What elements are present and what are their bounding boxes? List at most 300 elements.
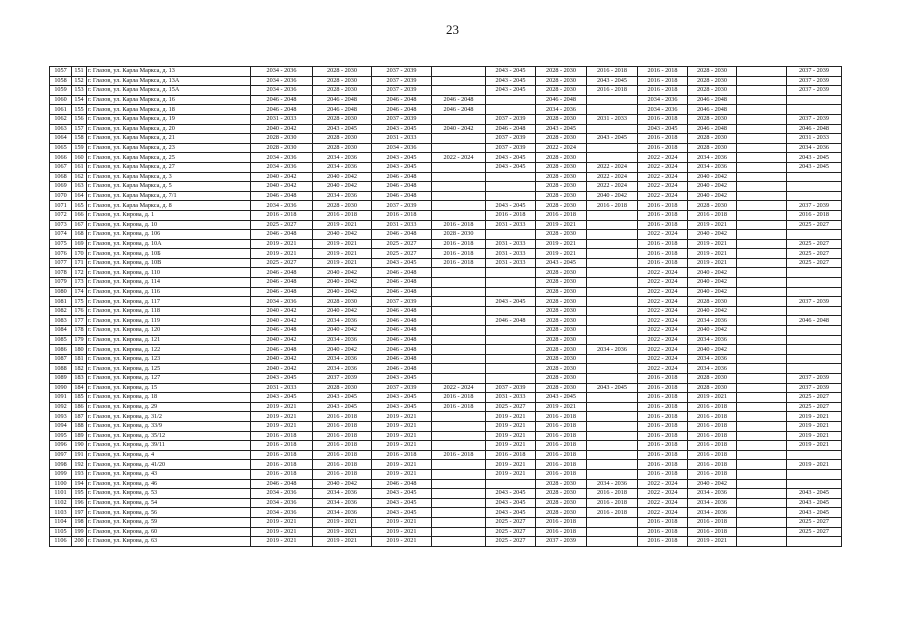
- table-cell: 2034 - 2036: [313, 364, 372, 374]
- table-cell: 2019 - 2021: [486, 412, 536, 422]
- table-cell: 180: [72, 345, 87, 355]
- table-cell: 1098: [50, 460, 72, 470]
- table-cell: 2028 - 2030: [536, 86, 587, 96]
- table-cell: 1068: [50, 172, 72, 182]
- table-row: [50, 86, 842, 96]
- table-cell: 2016 - 2018: [638, 76, 688, 86]
- table-cell: 199: [72, 527, 87, 537]
- table-cell: 1074: [50, 230, 72, 240]
- table-row: [50, 182, 842, 192]
- table-cell: 2037 - 2039: [313, 374, 372, 384]
- table-cell: [737, 67, 787, 77]
- table-cell: 2016 - 2018: [638, 431, 688, 441]
- table-cell: [587, 268, 638, 278]
- table-cell: 2016 - 2018: [638, 210, 688, 220]
- table-cell: 2016 - 2018: [587, 508, 638, 518]
- table-cell: 2016 - 2018: [536, 527, 587, 537]
- table-cell: 2040 - 2042: [251, 335, 313, 345]
- table-cell: [432, 316, 486, 326]
- table-cell: 2022 - 2024: [638, 162, 688, 172]
- table-cell: 2046 - 2048: [251, 268, 313, 278]
- table-cell: 1072: [50, 210, 72, 220]
- table-cell: 2028 - 2030: [313, 67, 372, 77]
- table-cell: [737, 230, 787, 240]
- table-cell: [737, 258, 787, 268]
- table-cell: 2016 - 2018: [638, 239, 688, 249]
- table-cell: 169: [72, 239, 87, 249]
- table-cell: 1102: [50, 498, 72, 508]
- table-cell: [587, 95, 638, 105]
- table-cell: 2040 - 2042: [313, 268, 372, 278]
- table-cell: [486, 278, 536, 288]
- table-cell: 2016 - 2018: [638, 393, 688, 403]
- table-row: [50, 489, 842, 499]
- table-cell: [737, 287, 787, 297]
- table-cell: 1077: [50, 258, 72, 268]
- table-cell: 2016 - 2018: [536, 517, 587, 527]
- table-cell: 2040 - 2042: [251, 364, 313, 374]
- table-cell: 2043 - 2045: [486, 498, 536, 508]
- table-cell: 187: [72, 412, 87, 422]
- table-cell: [587, 258, 638, 268]
- table-cell: 2019 - 2021: [372, 460, 432, 470]
- table-cell: 2037 - 2039: [787, 114, 842, 124]
- table-cell: [587, 441, 638, 451]
- table-cell: 2043 - 2045: [787, 498, 842, 508]
- table-cell: 2031 - 2033: [251, 114, 313, 124]
- table-cell: [432, 67, 486, 77]
- address-cell: г. Глазов, ул. Карла Маркса, д. 13: [87, 67, 251, 77]
- table-row: [50, 220, 842, 230]
- table-cell: 2034 - 2036: [251, 201, 313, 211]
- table-cell: [486, 306, 536, 316]
- table-cell: 2019 - 2021: [372, 412, 432, 422]
- table-cell: 2037 - 2039: [787, 67, 842, 77]
- table-cell: [432, 162, 486, 172]
- table-cell: 1066: [50, 153, 72, 163]
- table-cell: 1093: [50, 412, 72, 422]
- table-row: [50, 316, 842, 326]
- table-cell: 2016 - 2018: [313, 412, 372, 422]
- table-cell: 2028 - 2030: [688, 374, 737, 384]
- table-cell: 1080: [50, 287, 72, 297]
- address-cell: г. Глазов, ул. Кирова, д. 29: [87, 402, 251, 412]
- address-cell: г. Глазов, ул. Кирова, д. 59: [87, 517, 251, 527]
- table-cell: 2028 - 2030: [536, 172, 587, 182]
- table-cell: 2040 - 2042: [251, 306, 313, 316]
- table-cell: 2046 - 2048: [372, 95, 432, 105]
- table-cell: [787, 450, 842, 460]
- table-cell: [737, 537, 787, 547]
- table-cell: [432, 431, 486, 441]
- table-cell: 2028 - 2030: [313, 76, 372, 86]
- table-cell: 2034 - 2036: [313, 498, 372, 508]
- table-cell: [486, 345, 536, 355]
- table-cell: 2016 - 2018: [313, 431, 372, 441]
- table-cell: 2016 - 2018: [313, 210, 372, 220]
- table-cell: 2046 - 2048: [787, 124, 842, 134]
- table-cell: [737, 114, 787, 124]
- table-row: [50, 517, 842, 527]
- table-cell: 2037 - 2039: [372, 76, 432, 86]
- table-cell: [587, 450, 638, 460]
- table-cell: 2019 - 2021: [251, 421, 313, 431]
- table-cell: 2022 - 2024: [638, 182, 688, 192]
- table-cell: 2046 - 2048: [313, 105, 372, 115]
- table-cell: [587, 527, 638, 537]
- table-cell: 2019 - 2021: [372, 441, 432, 451]
- table-cell: 2046 - 2048: [372, 335, 432, 345]
- table-cell: 2025 - 2027: [787, 393, 842, 403]
- table-cell: 2034 - 2036: [536, 105, 587, 115]
- table-cell: [432, 441, 486, 451]
- table-cell: 197: [72, 508, 87, 518]
- table-cell: 2043 - 2045: [372, 508, 432, 518]
- table-cell: [432, 460, 486, 470]
- table-cell: 2019 - 2021: [313, 258, 372, 268]
- address-cell: г. Глазов, ул. Кирова, д. 33/9: [87, 421, 251, 431]
- table-cell: 2037 - 2039: [372, 297, 432, 307]
- table-cell: 2043 - 2045: [787, 153, 842, 163]
- table-cell: [432, 479, 486, 489]
- table-cell: 2043 - 2045: [486, 86, 536, 96]
- table-cell: 2037 - 2039: [787, 383, 842, 393]
- table-row: [50, 287, 842, 297]
- table-cell: 2019 - 2021: [313, 527, 372, 537]
- table-cell: 2034 - 2036: [587, 345, 638, 355]
- table-cell: 2034 - 2036: [688, 364, 737, 374]
- table-cell: 2016 - 2018: [688, 421, 737, 431]
- table-cell: [737, 143, 787, 153]
- table-cell: [787, 268, 842, 278]
- table-cell: 2019 - 2021: [251, 412, 313, 422]
- table-cell: 191: [72, 450, 87, 460]
- table-cell: 2043 - 2045: [486, 76, 536, 86]
- table-cell: 1095: [50, 431, 72, 441]
- table-cell: 2043 - 2045: [372, 374, 432, 384]
- table-cell: 2022 - 2024: [638, 278, 688, 288]
- table-cell: 2046 - 2048: [372, 316, 432, 326]
- table-cell: 2025 - 2027: [486, 537, 536, 547]
- table-cell: 2028 - 2030: [688, 143, 737, 153]
- table-cell: 2046 - 2048: [688, 105, 737, 115]
- table-cell: 2019 - 2021: [688, 249, 737, 259]
- table-cell: [432, 297, 486, 307]
- table-cell: 185: [72, 393, 87, 403]
- table-cell: 188: [72, 421, 87, 431]
- table-cell: 2046 - 2048: [688, 124, 737, 134]
- table-cell: 192: [72, 460, 87, 470]
- table-cell: [737, 316, 787, 326]
- table-cell: 2028 - 2030: [536, 498, 587, 508]
- table-cell: 2016 - 2018: [638, 517, 688, 527]
- table-cell: [432, 364, 486, 374]
- table-cell: 2028 - 2030: [536, 489, 587, 499]
- table-cell: 1082: [50, 306, 72, 316]
- table-cell: 2016 - 2018: [486, 450, 536, 460]
- table-cell: 2034 - 2036: [313, 335, 372, 345]
- table-cell: 2028 - 2030: [536, 191, 587, 201]
- table-cell: [787, 364, 842, 374]
- table-cell: 2046 - 2048: [372, 287, 432, 297]
- table-cell: 2016 - 2018: [536, 469, 587, 479]
- table-cell: 2019 - 2021: [688, 258, 737, 268]
- table-cell: [787, 469, 842, 479]
- table-cell: 2016 - 2018: [688, 412, 737, 422]
- table-cell: 2019 - 2021: [251, 517, 313, 527]
- table-cell: [737, 345, 787, 355]
- address-cell: г. Глазов, ул. Кирова, д. 121: [87, 335, 251, 345]
- table-cell: 2031 - 2033: [486, 249, 536, 259]
- table-cell: [737, 364, 787, 374]
- table-cell: [432, 412, 486, 422]
- table-cell: 2040 - 2042: [688, 278, 737, 288]
- table-cell: [787, 326, 842, 336]
- table-cell: [432, 210, 486, 220]
- table-cell: 2025 - 2027: [486, 527, 536, 537]
- address-cell: г. Глазов, ул. Кирова, д. 127: [87, 374, 251, 384]
- table-cell: 2016 - 2018: [536, 431, 587, 441]
- table-cell: 2016 - 2018: [432, 249, 486, 259]
- table-cell: 2043 - 2045: [313, 402, 372, 412]
- table-cell: 2022 - 2024: [638, 153, 688, 163]
- table-cell: 2019 - 2021: [313, 239, 372, 249]
- address-cell: г. Глазов, ул. Кирова, д. 35/12: [87, 431, 251, 441]
- table-cell: [737, 249, 787, 259]
- table-row: [50, 460, 842, 470]
- table-cell: [737, 441, 787, 451]
- table-cell: 2028 - 2030: [688, 201, 737, 211]
- table-cell: 2046 - 2048: [432, 95, 486, 105]
- address-cell: г. Глазов, ул. Кирова, д. 117: [87, 297, 251, 307]
- address-cell: г. Глазов, ул. Кирова, д. 120: [87, 326, 251, 336]
- table-cell: 2016 - 2018: [688, 441, 737, 451]
- table-cell: [432, 287, 486, 297]
- table-cell: [737, 239, 787, 249]
- table-cell: 2043 - 2045: [638, 124, 688, 134]
- table-cell: 2037 - 2039: [372, 67, 432, 77]
- table-cell: [737, 393, 787, 403]
- table-cell: 2016 - 2018: [372, 210, 432, 220]
- table-cell: 171: [72, 258, 87, 268]
- table-cell: 2040 - 2042: [688, 287, 737, 297]
- table-cell: 2040 - 2042: [313, 182, 372, 192]
- table-cell: 2019 - 2021: [787, 412, 842, 422]
- table-cell: [587, 402, 638, 412]
- table-cell: [737, 335, 787, 345]
- table-cell: 2034 - 2036: [313, 508, 372, 518]
- table-row: [50, 364, 842, 374]
- table-cell: 2037 - 2039: [372, 86, 432, 96]
- table-cell: 2034 - 2036: [688, 498, 737, 508]
- table-cell: 1070: [50, 191, 72, 201]
- table-cell: 152: [72, 76, 87, 86]
- table-cell: 2019 - 2021: [313, 220, 372, 230]
- table-cell: 2025 - 2027: [486, 402, 536, 412]
- table-row: [50, 527, 842, 537]
- table-cell: [787, 182, 842, 192]
- table-cell: 165: [72, 201, 87, 211]
- table-row: [50, 402, 842, 412]
- table-cell: 2022 - 2024: [587, 172, 638, 182]
- table-cell: 166: [72, 210, 87, 220]
- table-cell: [486, 364, 536, 374]
- table-cell: [587, 239, 638, 249]
- table-row: [50, 249, 842, 259]
- table-cell: 2016 - 2018: [432, 393, 486, 403]
- table-row: [50, 67, 842, 77]
- table-cell: 2046 - 2048: [372, 479, 432, 489]
- table-cell: 2022 - 2024: [638, 191, 688, 201]
- table-cell: [432, 498, 486, 508]
- table-cell: 2016 - 2018: [638, 249, 688, 259]
- table-cell: 2016 - 2018: [638, 220, 688, 230]
- table-cell: 2025 - 2027: [787, 527, 842, 537]
- table-cell: 2046 - 2048: [251, 105, 313, 115]
- table-cell: 2040 - 2042: [688, 230, 737, 240]
- table-cell: 2028 - 2030: [536, 479, 587, 489]
- table-cell: 2031 - 2033: [486, 258, 536, 268]
- table-cell: 2019 - 2021: [787, 441, 842, 451]
- table-cell: 175: [72, 297, 87, 307]
- table-cell: [432, 374, 486, 384]
- table-cell: 2040 - 2042: [313, 345, 372, 355]
- table-cell: 1103: [50, 508, 72, 518]
- table-row: [50, 297, 842, 307]
- table-cell: 2019 - 2021: [486, 460, 536, 470]
- table-cell: 2022 - 2024: [638, 230, 688, 240]
- table-cell: 1057: [50, 67, 72, 77]
- table-cell: 2043 - 2045: [587, 76, 638, 86]
- table-cell: [737, 124, 787, 134]
- table-cell: 2034 - 2036: [638, 95, 688, 105]
- table-cell: 178: [72, 326, 87, 336]
- table-cell: 2031 - 2033: [372, 220, 432, 230]
- address-cell: г. Глазов, ул. Кирова, д. 118: [87, 306, 251, 316]
- table-cell: 2031 - 2033: [251, 383, 313, 393]
- table-cell: 2034 - 2036: [251, 76, 313, 86]
- table-cell: 2016 - 2018: [251, 450, 313, 460]
- table-cell: 2016 - 2018: [313, 421, 372, 431]
- table-cell: 1104: [50, 517, 72, 527]
- table-cell: [737, 210, 787, 220]
- table-cell: [432, 172, 486, 182]
- table-row: [50, 469, 842, 479]
- table-cell: [787, 354, 842, 364]
- table-cell: 2016 - 2018: [638, 441, 688, 451]
- table-cell: 2034 - 2036: [587, 479, 638, 489]
- table-cell: 157: [72, 124, 87, 134]
- table-cell: 2019 - 2021: [688, 537, 737, 547]
- address-cell: г. Глазов, ул. Кирова, д. 10В: [87, 258, 251, 268]
- table-cell: [432, 86, 486, 96]
- table-cell: 2037 - 2039: [787, 297, 842, 307]
- table-cell: [787, 479, 842, 489]
- table-cell: 174: [72, 287, 87, 297]
- table-cell: 2022 - 2024: [638, 345, 688, 355]
- table-cell: 2028 - 2030: [688, 114, 737, 124]
- table-cell: 2037 - 2039: [536, 537, 587, 547]
- table-cell: 2040 - 2042: [313, 172, 372, 182]
- table-cell: 2034 - 2036: [251, 86, 313, 96]
- table-cell: 181: [72, 354, 87, 364]
- table-cell: 2043 - 2045: [787, 508, 842, 518]
- table-cell: 2034 - 2036: [313, 191, 372, 201]
- table-cell: 2016 - 2018: [638, 412, 688, 422]
- table-cell: 2016 - 2018: [251, 210, 313, 220]
- table-cell: 2046 - 2048: [372, 345, 432, 355]
- table-cell: 2040 - 2042: [688, 268, 737, 278]
- table-cell: [486, 182, 536, 192]
- table-cell: [486, 479, 536, 489]
- table-cell: 2028 - 2030: [688, 67, 737, 77]
- table-cell: 2025 - 2027: [372, 249, 432, 259]
- table-cell: [486, 191, 536, 201]
- table-cell: 2043 - 2045: [486, 67, 536, 77]
- table-cell: 186: [72, 402, 87, 412]
- table-cell: 2022 - 2024: [638, 479, 688, 489]
- table-cell: 2016 - 2018: [638, 258, 688, 268]
- table-cell: 2019 - 2021: [688, 220, 737, 230]
- table-cell: 2034 - 2036: [313, 316, 372, 326]
- address-cell: г. Глазов, ул. Карла Маркса, д. 18: [87, 105, 251, 115]
- table-cell: 2025 - 2027: [251, 220, 313, 230]
- table-cell: 189: [72, 431, 87, 441]
- table-cell: [486, 326, 536, 336]
- table-cell: [737, 76, 787, 86]
- table-cell: [587, 287, 638, 297]
- table-cell: 2031 - 2033: [587, 114, 638, 124]
- table-cell: 2040 - 2042: [313, 230, 372, 240]
- table-row: [50, 143, 842, 153]
- table-cell: 2028 - 2030: [313, 143, 372, 153]
- table-cell: [737, 412, 787, 422]
- table-cell: 2028 - 2030: [313, 297, 372, 307]
- table-cell: [587, 105, 638, 115]
- table-cell: 2016 - 2018: [432, 258, 486, 268]
- table-cell: 1086: [50, 345, 72, 355]
- table-cell: 2046 - 2048: [251, 345, 313, 355]
- table-row: [50, 479, 842, 489]
- table-cell: 2019 - 2021: [372, 421, 432, 431]
- table-cell: 2037 - 2039: [372, 114, 432, 124]
- table-row: [50, 210, 842, 220]
- table-cell: 2037 - 2039: [787, 201, 842, 211]
- table-cell: 1100: [50, 479, 72, 489]
- table-cell: 2028 - 2030: [536, 287, 587, 297]
- table-cell: 2046 - 2048: [251, 278, 313, 288]
- address-cell: г. Глазов, ул. Кирова, д. 106: [87, 230, 251, 240]
- table-cell: 2016 - 2018: [432, 239, 486, 249]
- table-cell: 2028 - 2030: [688, 134, 737, 144]
- table-cell: 2046 - 2048: [251, 191, 313, 201]
- table-cell: 2016 - 2018: [638, 86, 688, 96]
- table-cell: 1059: [50, 86, 72, 96]
- table-cell: 2043 - 2045: [536, 393, 587, 403]
- table-cell: 1096: [50, 441, 72, 451]
- table-cell: 2028 - 2030: [536, 278, 587, 288]
- address-cell: г. Глазов, ул. Кирова, д. 114: [87, 278, 251, 288]
- table-cell: [486, 172, 536, 182]
- table-cell: 2019 - 2021: [313, 517, 372, 527]
- table-cell: [737, 326, 787, 336]
- table-cell: 2019 - 2021: [313, 249, 372, 259]
- table-cell: 2046 - 2048: [536, 95, 587, 105]
- table-cell: [737, 460, 787, 470]
- table-cell: 2046 - 2048: [313, 95, 372, 105]
- table-cell: 2034 - 2036: [251, 67, 313, 77]
- table-cell: 1092: [50, 402, 72, 412]
